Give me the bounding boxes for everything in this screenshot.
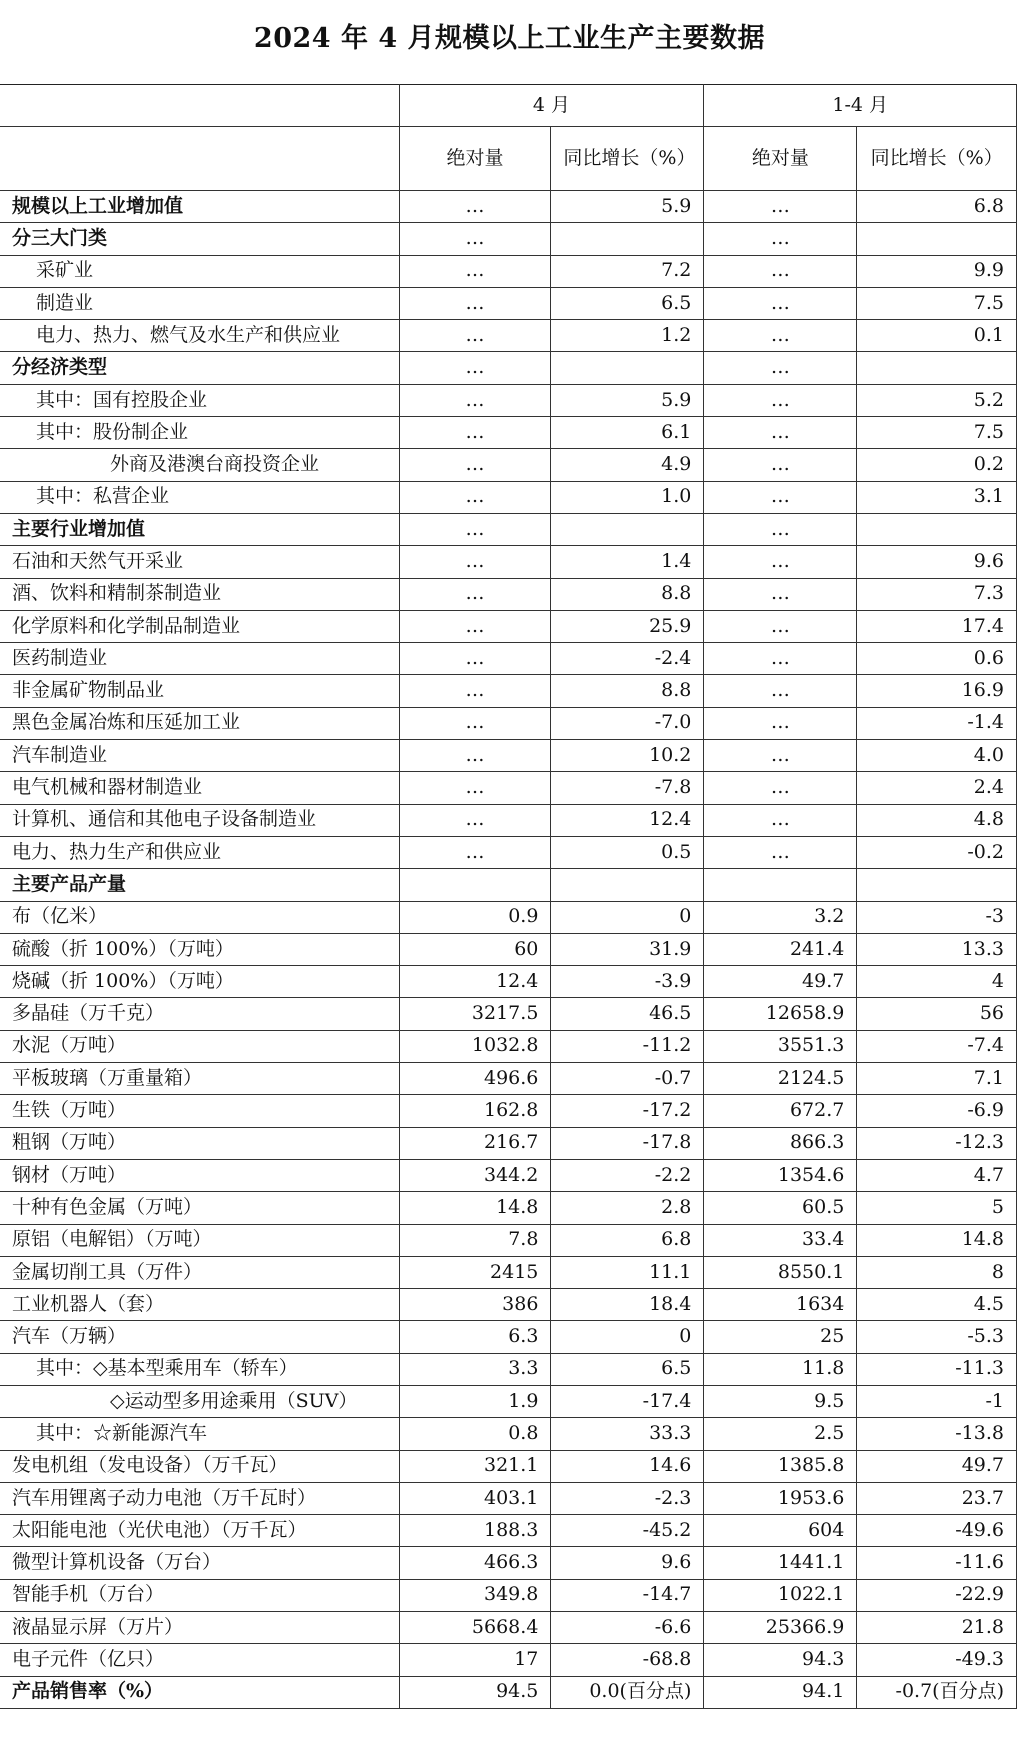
header-ytd: 1-4 月	[704, 85, 1017, 127]
cell-yoy-ytd: 7.5	[857, 417, 1017, 449]
cell-abs-ytd: …	[704, 513, 857, 545]
cell-abs-ytd: 1022.1	[704, 1579, 857, 1611]
cell-yoy-ytd: 9.6	[857, 546, 1017, 578]
page-title: 2024 年 4 月规模以上工业生产主要数据	[253, 23, 766, 54]
table-row	[0, 1159, 1017, 1191]
table-row	[0, 675, 1017, 707]
cell-abs-april: 344.2	[399, 1159, 551, 1191]
cell-yoy-ytd: -0.2	[857, 836, 1017, 868]
cell-abs-april: 3217.5	[399, 998, 551, 1030]
table-row	[0, 772, 1017, 804]
cell-yoy-ytd: 8	[857, 1256, 1017, 1288]
cell-abs-april: …	[399, 772, 551, 804]
cell-abs-april: 60	[399, 933, 551, 965]
cell-abs-april	[399, 869, 551, 901]
cell-abs-april: 0.9	[399, 901, 551, 933]
cell-abs-ytd: 1953.6	[704, 1482, 857, 1514]
row-label: 黑色金属冶炼和压延加工业	[0, 707, 399, 739]
cell-abs-april: …	[399, 191, 551, 223]
row-label: 电子元件（亿只）	[0, 1644, 399, 1676]
table-row	[0, 1612, 1017, 1644]
cell-yoy-april: 1.0	[551, 481, 704, 513]
cell-abs-ytd: 2.5	[704, 1418, 857, 1450]
table-row	[0, 1095, 1017, 1127]
header-yoy-april: 同比增长（%）	[551, 127, 704, 191]
row-label: 其中：◇基本型乘用车（轿车）	[0, 1353, 399, 1385]
cell-yoy-april: 2.8	[551, 1192, 704, 1224]
cell-yoy-april: -45.2	[551, 1515, 704, 1547]
cell-abs-april: …	[399, 513, 551, 545]
cell-yoy-ytd: 13.3	[857, 933, 1017, 965]
table-row	[0, 384, 1017, 416]
row-label: 计算机、通信和其他电子设备制造业	[0, 804, 399, 836]
cell-abs-ytd: 25	[704, 1321, 857, 1353]
row-label: 非金属矿物制品业	[0, 675, 399, 707]
cell-yoy-april: 5.9	[551, 191, 704, 223]
cell-abs-ytd: 241.4	[704, 933, 857, 965]
cell-abs-ytd: 3.2	[704, 901, 857, 933]
table-row	[0, 1127, 1017, 1159]
cell-abs-april: …	[399, 352, 551, 384]
cell-yoy-ytd: 7.3	[857, 578, 1017, 610]
row-label: 产品销售率（%）	[0, 1676, 399, 1708]
cell-abs-april: 321.1	[399, 1450, 551, 1482]
table-row	[0, 223, 1017, 255]
cell-abs-april: 0.8	[399, 1418, 551, 1450]
row-label: 硫酸（折 100%）（万吨）	[0, 933, 399, 965]
table-row	[0, 901, 1017, 933]
cell-abs-ytd: …	[704, 610, 857, 642]
cell-abs-ytd: 604	[704, 1515, 857, 1547]
cell-yoy-april: 33.3	[551, 1418, 704, 1450]
cell-abs-april: 466.3	[399, 1547, 551, 1579]
cell-abs-ytd: …	[704, 707, 857, 739]
cell-abs-april: 14.8	[399, 1192, 551, 1224]
table-row	[0, 1224, 1017, 1256]
cell-abs-ytd: 60.5	[704, 1192, 857, 1224]
cell-yoy-april: 46.5	[551, 998, 704, 1030]
cell-yoy-ytd: -6.9	[857, 1095, 1017, 1127]
row-label: 规模以上工业增加值	[0, 191, 399, 223]
table-row	[0, 1644, 1017, 1676]
cell-abs-ytd: 1441.1	[704, 1547, 857, 1579]
table-row	[0, 1289, 1017, 1321]
cell-abs-ytd	[704, 869, 857, 901]
cell-yoy-april: -0.7	[551, 1063, 704, 1095]
row-label: 主要行业增加值	[0, 513, 399, 545]
row-label: 布（亿米）	[0, 901, 399, 933]
cell-abs-april: 386	[399, 1289, 551, 1321]
cell-yoy-ytd: 21.8	[857, 1612, 1017, 1644]
cell-yoy-april: -2.2	[551, 1159, 704, 1191]
cell-yoy-ytd: -49.3	[857, 1644, 1017, 1676]
row-label: 烧碱（折 100%）（万吨）	[0, 966, 399, 998]
row-label: 石油和天然气开采业	[0, 546, 399, 578]
cell-abs-april: …	[399, 610, 551, 642]
row-label: 医药制造业	[0, 643, 399, 675]
row-label: 主要产品产量	[0, 869, 399, 901]
cell-abs-ytd: 49.7	[704, 966, 857, 998]
cell-yoy-april: 0	[551, 1321, 704, 1353]
cell-yoy-april: 4.9	[551, 449, 704, 481]
cell-yoy-ytd: -7.4	[857, 1030, 1017, 1062]
table-row	[0, 836, 1017, 868]
cell-yoy-april: 0.5	[551, 836, 704, 868]
cell-abs-april: …	[399, 546, 551, 578]
cell-yoy-april: -7.0	[551, 707, 704, 739]
cell-abs-april: …	[399, 449, 551, 481]
header-row-columns	[0, 127, 1017, 191]
row-label: 工业机器人（套）	[0, 1289, 399, 1321]
cell-yoy-april: 8.8	[551, 675, 704, 707]
table-row	[0, 998, 1017, 1030]
cell-yoy-ytd: 49.7	[857, 1450, 1017, 1482]
row-label: 其中：股份制企业	[0, 417, 399, 449]
cell-abs-april: 162.8	[399, 1095, 551, 1127]
table-row	[0, 1063, 1017, 1095]
cell-abs-ytd: …	[704, 320, 857, 352]
cell-yoy-ytd: 6.8	[857, 191, 1017, 223]
table-row	[0, 804, 1017, 836]
table-row	[0, 1482, 1017, 1514]
cell-yoy-ytd	[857, 513, 1017, 545]
cell-yoy-april: -2.4	[551, 643, 704, 675]
cell-abs-april: 94.5	[399, 1676, 551, 1708]
cell-yoy-ytd: 0.6	[857, 643, 1017, 675]
cell-abs-april: 5668.4	[399, 1612, 551, 1644]
row-label: 其中：国有控股企业	[0, 384, 399, 416]
cell-abs-april: …	[399, 255, 551, 287]
cell-abs-ytd: …	[704, 772, 857, 804]
cell-yoy-ytd: 14.8	[857, 1224, 1017, 1256]
cell-abs-ytd: …	[704, 223, 857, 255]
cell-abs-ytd: 2124.5	[704, 1063, 857, 1095]
cell-abs-ytd: …	[704, 836, 857, 868]
cell-abs-ytd: …	[704, 643, 857, 675]
cell-yoy-ytd: 16.9	[857, 675, 1017, 707]
table-row	[0, 1385, 1017, 1417]
cell-abs-april: 188.3	[399, 1515, 551, 1547]
table-row	[0, 449, 1017, 481]
table-row	[0, 352, 1017, 384]
cell-abs-ytd: 12658.9	[704, 998, 857, 1030]
cell-abs-april: 2415	[399, 1256, 551, 1288]
cell-abs-ytd: 33.4	[704, 1224, 857, 1256]
table-row	[0, 1676, 1017, 1708]
cell-yoy-ytd: -5.3	[857, 1321, 1017, 1353]
cell-abs-april: 349.8	[399, 1579, 551, 1611]
cell-abs-april: 496.6	[399, 1063, 551, 1095]
cell-yoy-ytd: 2.4	[857, 772, 1017, 804]
cell-yoy-ytd: 3.1	[857, 481, 1017, 513]
cell-abs-ytd: …	[704, 417, 857, 449]
cell-yoy-ytd	[857, 869, 1017, 901]
table-row	[0, 610, 1017, 642]
cell-abs-april: …	[399, 223, 551, 255]
table-row	[0, 1547, 1017, 1579]
row-label: 智能手机（万台）	[0, 1579, 399, 1611]
cell-abs-april: 12.4	[399, 966, 551, 998]
row-label: 钢材（万吨）	[0, 1159, 399, 1191]
row-label: ◇运动型多用途乘用（SUV）	[0, 1385, 399, 1417]
cell-abs-april: …	[399, 287, 551, 319]
cell-yoy-april: 0.0(百分点)	[551, 1676, 704, 1708]
cell-yoy-april	[551, 869, 704, 901]
cell-yoy-ytd: -49.6	[857, 1515, 1017, 1547]
cell-yoy-ytd: 0.1	[857, 320, 1017, 352]
cell-abs-ytd: …	[704, 740, 857, 772]
cell-yoy-april: 6.8	[551, 1224, 704, 1256]
table-row	[0, 1256, 1017, 1288]
row-label: 汽车制造业	[0, 740, 399, 772]
row-label: 采矿业	[0, 255, 399, 287]
row-label: 平板玻璃（万重量箱）	[0, 1063, 399, 1095]
table-row	[0, 966, 1017, 998]
cell-yoy-april: 1.4	[551, 546, 704, 578]
table-row	[0, 578, 1017, 610]
row-label: 电力、热力生产和供应业	[0, 836, 399, 868]
cell-yoy-april: 6.5	[551, 287, 704, 319]
cell-abs-ytd: 25366.9	[704, 1612, 857, 1644]
cell-abs-ytd: …	[704, 255, 857, 287]
cell-yoy-april: 18.4	[551, 1289, 704, 1321]
table-row	[0, 933, 1017, 965]
cell-yoy-ytd: 4.8	[857, 804, 1017, 836]
header-corner-2	[0, 127, 399, 191]
cell-yoy-april: 7.2	[551, 255, 704, 287]
row-label: 汽车（万辆）	[0, 1321, 399, 1353]
cell-yoy-ytd: -12.3	[857, 1127, 1017, 1159]
cell-abs-ytd: 1354.6	[704, 1159, 857, 1191]
table-row	[0, 1418, 1017, 1450]
table-row	[0, 1030, 1017, 1062]
cell-yoy-april: -7.8	[551, 772, 704, 804]
cell-yoy-april: -68.8	[551, 1644, 704, 1676]
cell-yoy-april: 9.6	[551, 1547, 704, 1579]
cell-yoy-april: 14.6	[551, 1450, 704, 1482]
cell-yoy-april: 12.4	[551, 804, 704, 836]
cell-abs-ytd: …	[704, 384, 857, 416]
cell-abs-ytd: …	[704, 578, 857, 610]
cell-abs-april: …	[399, 643, 551, 675]
cell-abs-april: …	[399, 836, 551, 868]
header-row-periods	[0, 85, 1017, 127]
cell-yoy-april: 31.9	[551, 933, 704, 965]
row-label: 多晶硅（万千克）	[0, 998, 399, 1030]
cell-yoy-april	[551, 223, 704, 255]
cell-yoy-ytd: 7.1	[857, 1063, 1017, 1095]
row-label: 电力、热力、燃气及水生产和供应业	[0, 320, 399, 352]
cell-yoy-april: -2.3	[551, 1482, 704, 1514]
cell-abs-ytd: 94.1	[704, 1676, 857, 1708]
cell-abs-ytd: 3551.3	[704, 1030, 857, 1062]
cell-yoy-april: -6.6	[551, 1612, 704, 1644]
cell-abs-april: 1032.8	[399, 1030, 551, 1062]
cell-abs-april: …	[399, 675, 551, 707]
cell-yoy-ytd: -1	[857, 1385, 1017, 1417]
table-row	[0, 707, 1017, 739]
cell-yoy-ytd: 4.5	[857, 1289, 1017, 1321]
cell-abs-ytd: …	[704, 675, 857, 707]
cell-yoy-ytd: 17.4	[857, 610, 1017, 642]
cell-yoy-ytd	[857, 352, 1017, 384]
row-label: 液晶显示屏（万片）	[0, 1612, 399, 1644]
header-abs-ytd: 绝对量	[704, 127, 857, 191]
cell-yoy-ytd: 23.7	[857, 1482, 1017, 1514]
cell-abs-ytd: …	[704, 546, 857, 578]
row-label: 分经济类型	[0, 352, 399, 384]
row-label: 太阳能电池（光伏电池）（万千瓦）	[0, 1515, 399, 1547]
cell-yoy-ytd: 5.2	[857, 384, 1017, 416]
row-label: 汽车用锂离子动力电池（万千瓦时）	[0, 1482, 399, 1514]
table-row	[0, 255, 1017, 287]
cell-yoy-april: 0	[551, 901, 704, 933]
cell-yoy-april: 10.2	[551, 740, 704, 772]
cell-abs-ytd: 9.5	[704, 1385, 857, 1417]
cell-abs-april: 216.7	[399, 1127, 551, 1159]
row-label: 外商及港澳台商投资企业	[0, 449, 399, 481]
table-row	[0, 417, 1017, 449]
cell-abs-ytd: 1634	[704, 1289, 857, 1321]
cell-abs-april: 6.3	[399, 1321, 551, 1353]
cell-abs-april: …	[399, 417, 551, 449]
cell-yoy-april: 1.2	[551, 320, 704, 352]
header-yoy-ytd: 同比增长（%）	[857, 127, 1017, 191]
row-label: 制造业	[0, 287, 399, 319]
cell-yoy-april: 6.1	[551, 417, 704, 449]
cell-yoy-april: 5.9	[551, 384, 704, 416]
cell-yoy-ytd: 4	[857, 966, 1017, 998]
cell-yoy-ytd: -13.8	[857, 1418, 1017, 1450]
cell-abs-ytd: …	[704, 449, 857, 481]
cell-abs-ytd: 94.3	[704, 1644, 857, 1676]
cell-yoy-ytd: -0.7(百分点)	[857, 1676, 1017, 1708]
cell-yoy-april: 11.1	[551, 1256, 704, 1288]
cell-abs-april: …	[399, 804, 551, 836]
table-row	[0, 287, 1017, 319]
cell-yoy-april: -17.2	[551, 1095, 704, 1127]
cell-abs-april: …	[399, 320, 551, 352]
cell-yoy-ytd	[857, 223, 1017, 255]
industrial-data-table	[0, 84, 1017, 1709]
cell-yoy-april: 25.9	[551, 610, 704, 642]
row-label: 酒、饮料和精制茶制造业	[0, 578, 399, 610]
cell-abs-april: 17	[399, 1644, 551, 1676]
row-label: 粗钢（万吨）	[0, 1127, 399, 1159]
cell-abs-april: …	[399, 384, 551, 416]
cell-yoy-april: -17.4	[551, 1385, 704, 1417]
cell-yoy-ytd: -11.6	[857, 1547, 1017, 1579]
cell-abs-april: 3.3	[399, 1353, 551, 1385]
cell-yoy-april: -17.8	[551, 1127, 704, 1159]
cell-abs-april: …	[399, 481, 551, 513]
cell-yoy-ytd: -1.4	[857, 707, 1017, 739]
row-label: 金属切削工具（万件）	[0, 1256, 399, 1288]
cell-yoy-ytd: -11.3	[857, 1353, 1017, 1385]
cell-yoy-ytd: 4.7	[857, 1159, 1017, 1191]
table-row	[0, 546, 1017, 578]
cell-abs-ytd: …	[704, 287, 857, 319]
row-label: 电气机械和器材制造业	[0, 772, 399, 804]
table-row	[0, 1321, 1017, 1353]
cell-yoy-ytd: 5	[857, 1192, 1017, 1224]
table-row	[0, 1450, 1017, 1482]
cell-abs-april: …	[399, 578, 551, 610]
cell-yoy-ytd: 56	[857, 998, 1017, 1030]
header-abs-april: 绝对量	[399, 127, 551, 191]
row-label: 十种有色金属（万吨）	[0, 1192, 399, 1224]
cell-abs-ytd: …	[704, 191, 857, 223]
cell-yoy-ytd: 4.0	[857, 740, 1017, 772]
cell-yoy-april: 8.8	[551, 578, 704, 610]
header-april: 4 月	[399, 85, 704, 127]
cell-abs-ytd: 1385.8	[704, 1450, 857, 1482]
table-row	[0, 1353, 1017, 1385]
row-label: 水泥（万吨）	[0, 1030, 399, 1062]
cell-yoy-ytd: -22.9	[857, 1579, 1017, 1611]
cell-yoy-april: -3.9	[551, 966, 704, 998]
cell-abs-ytd: 866.3	[704, 1127, 857, 1159]
row-label: 其中：☆新能源汽车	[0, 1418, 399, 1450]
cell-abs-ytd: …	[704, 481, 857, 513]
cell-abs-april: 7.8	[399, 1224, 551, 1256]
row-label: 生铁（万吨）	[0, 1095, 399, 1127]
cell-abs-april: …	[399, 740, 551, 772]
table-row	[0, 740, 1017, 772]
row-label: 其中：私营企业	[0, 481, 399, 513]
cell-abs-ytd: …	[704, 352, 857, 384]
header-corner	[0, 85, 399, 127]
table-row	[0, 869, 1017, 901]
cell-abs-ytd: 8550.1	[704, 1256, 857, 1288]
table-row	[0, 320, 1017, 352]
cell-yoy-ytd: 7.5	[857, 287, 1017, 319]
row-label: 化学原料和化学制品制造业	[0, 610, 399, 642]
table-row	[0, 513, 1017, 545]
cell-abs-ytd: 11.8	[704, 1353, 857, 1385]
cell-abs-ytd: 672.7	[704, 1095, 857, 1127]
cell-abs-april: 1.9	[399, 1385, 551, 1417]
row-label: 分三大门类	[0, 223, 399, 255]
cell-abs-ytd: …	[704, 804, 857, 836]
row-label: 原铝（电解铝）（万吨）	[0, 1224, 399, 1256]
row-label: 发电机组（发电设备）（万千瓦）	[0, 1450, 399, 1482]
cell-yoy-april	[551, 352, 704, 384]
cell-yoy-april	[551, 513, 704, 545]
table-row	[0, 1579, 1017, 1611]
cell-yoy-april: -11.2	[551, 1030, 704, 1062]
table-row	[0, 481, 1017, 513]
table-row	[0, 643, 1017, 675]
table-row	[0, 191, 1017, 223]
row-label: 微型计算机设备（万台）	[0, 1547, 399, 1579]
cell-yoy-ytd: 9.9	[857, 255, 1017, 287]
cell-yoy-april: -14.7	[551, 1579, 704, 1611]
cell-yoy-ytd: 0.2	[857, 449, 1017, 481]
cell-yoy-april: 6.5	[551, 1353, 704, 1385]
cell-abs-april: 403.1	[399, 1482, 551, 1514]
table-row	[0, 1192, 1017, 1224]
cell-yoy-ytd: -3	[857, 901, 1017, 933]
cell-abs-april: …	[399, 707, 551, 739]
table-row	[0, 1515, 1017, 1547]
